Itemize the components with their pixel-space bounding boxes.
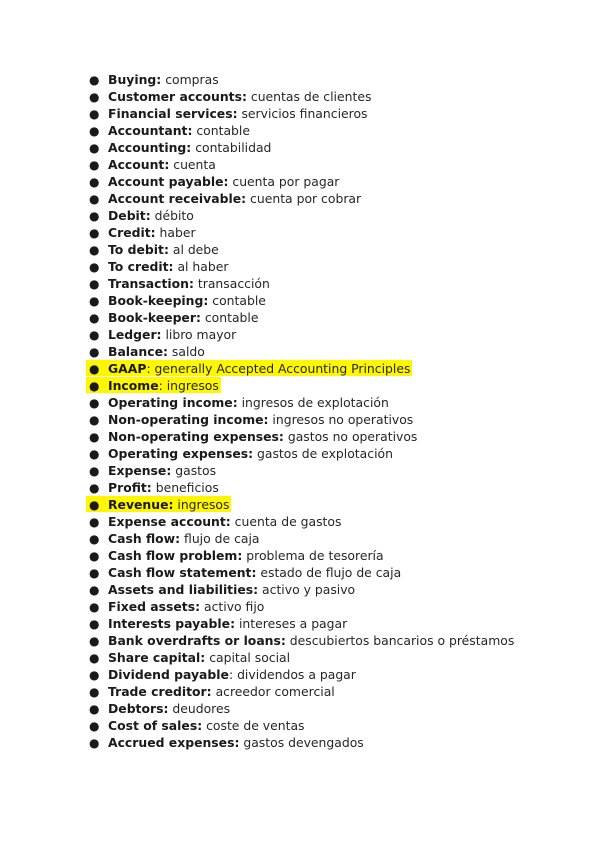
list-item — [89, 394, 516, 411]
term-label: Account: — [108, 157, 170, 172]
definition-text: contable — [192, 123, 250, 138]
definition-text: cuenta por pagar — [228, 174, 340, 189]
list-item — [89, 649, 516, 666]
term-label: Non-operating expenses: — [108, 429, 284, 444]
term-label: Operating expenses: — [108, 446, 254, 461]
entry — [86, 394, 391, 410]
list-item — [89, 717, 516, 734]
definition-text: compras — [161, 72, 219, 87]
entry — [86, 309, 260, 325]
list-item — [89, 88, 516, 105]
glossary-list — [89, 71, 516, 751]
list-item — [89, 564, 516, 581]
term-label: Non-operating income: — [108, 412, 269, 427]
term-label: Account receivable: — [108, 191, 247, 206]
term-label: Fixed assets: — [108, 599, 201, 614]
definition-text: gastos de explotación — [253, 446, 393, 461]
bullet-icon: ● — [89, 396, 100, 410]
definition-text: al debe — [168, 242, 219, 257]
list-item — [89, 547, 516, 564]
list-item — [89, 411, 516, 428]
term-label: Balance: — [108, 344, 168, 359]
definition-text: descubiertos bancarios o préstamos — [285, 633, 515, 648]
definition-text: gastos no operativos — [283, 429, 418, 444]
entry — [86, 700, 232, 716]
list-item — [89, 71, 516, 88]
definition-text: cuentas de clientes — [246, 89, 372, 104]
entry — [86, 598, 266, 614]
definition-text: coste de ventas — [202, 718, 305, 733]
bullet-icon: ● — [89, 175, 100, 189]
list-item — [89, 275, 516, 292]
bullet-icon: ● — [89, 158, 100, 172]
bullet-icon: ● — [89, 209, 100, 223]
term-label: Cost of sales: — [108, 718, 203, 733]
list-item — [89, 683, 516, 700]
term-label: Accountant: — [108, 123, 193, 138]
list-item — [89, 190, 516, 207]
list-item — [89, 309, 516, 326]
bullet-icon: ● — [89, 498, 100, 512]
definition-text: : generally Accepted Accounting Principles — [146, 361, 411, 376]
definition-text: libro mayor — [161, 327, 237, 342]
entry — [86, 105, 370, 121]
bullet-icon: ● — [89, 600, 100, 614]
bullet-icon: ● — [89, 311, 100, 325]
definition-text: débito — [150, 208, 194, 223]
bullet-icon: ● — [89, 90, 100, 104]
bullet-icon: ● — [89, 719, 100, 733]
bullet-icon: ● — [89, 192, 100, 206]
definition-text: gastos devengados — [239, 735, 364, 750]
list-item — [89, 139, 516, 156]
entry — [86, 717, 307, 733]
definition-text: : ingresos — [158, 378, 219, 393]
bullet-icon: ● — [89, 447, 100, 461]
entry — [86, 479, 221, 495]
entry — [86, 683, 337, 699]
definition-text: haber — [155, 225, 196, 240]
term-label: GAAP — [108, 361, 147, 376]
entry — [86, 241, 221, 257]
term-label: Book-keeper: — [108, 310, 201, 325]
entry — [86, 666, 358, 682]
definition-text: al haber — [173, 259, 229, 274]
bullet-icon: ● — [89, 668, 100, 682]
list-item — [89, 513, 516, 530]
definition-text: ingresos no operativos — [268, 412, 414, 427]
bullet-icon: ● — [89, 583, 100, 597]
list-item — [89, 479, 516, 496]
bullet-icon: ● — [89, 345, 100, 359]
list-item — [89, 666, 516, 683]
entry — [86, 547, 386, 563]
definition-text: intereses a pagar — [235, 616, 348, 631]
list-item — [89, 224, 516, 241]
entry — [86, 71, 221, 87]
term-label: Transaction: — [108, 276, 194, 291]
entry — [86, 173, 341, 189]
term-label: Cash flow: — [108, 531, 181, 546]
bullet-icon: ● — [89, 107, 100, 121]
list-item — [89, 156, 516, 173]
highlighted-entry — [86, 496, 231, 512]
entry — [86, 343, 207, 359]
term-label: Income — [108, 378, 159, 393]
definition-text: contable — [200, 310, 259, 325]
term-label: Share capital: — [108, 650, 206, 665]
list-item — [89, 734, 516, 751]
definition-text: servicios financieros — [237, 106, 368, 121]
list-item — [89, 241, 516, 258]
entry — [86, 156, 218, 172]
bullet-icon: ● — [89, 226, 100, 240]
bullet-icon: ● — [89, 430, 100, 444]
term-label: Account payable: — [108, 174, 229, 189]
list-item — [89, 700, 516, 717]
bullet-icon: ● — [89, 260, 100, 274]
term-label: Bank overdrafts or loans: — [108, 633, 286, 648]
definition-text: cuenta por cobrar — [246, 191, 362, 206]
bullet-icon: ● — [89, 379, 100, 393]
highlighted-entry — [86, 360, 412, 376]
definition-text: activo fijo — [200, 599, 265, 614]
definition-text: cuenta — [169, 157, 216, 172]
definition-text: contabilidad — [191, 140, 272, 155]
entry — [86, 615, 349, 631]
entry — [86, 564, 403, 580]
definition-text: deudores — [168, 701, 231, 716]
term-label: Dividend payable — [108, 667, 229, 682]
entry — [86, 275, 272, 291]
definition-text: activo y pasivo — [258, 582, 356, 597]
term-label: Financial services: — [108, 106, 238, 121]
list-item — [89, 173, 516, 190]
term-label: Accounting: — [108, 140, 192, 155]
list-item — [89, 343, 516, 360]
entry — [86, 411, 415, 427]
bullet-icon: ● — [89, 481, 100, 495]
list-item — [89, 615, 516, 632]
term-label: Revenue: — [108, 497, 174, 512]
entry — [86, 462, 218, 478]
term-label: Assets and liabilities: — [108, 582, 259, 597]
definition-text: problema de tesorería — [242, 548, 384, 563]
definition-text: contable — [208, 293, 266, 308]
bullet-icon: ● — [89, 141, 100, 155]
term-label: Operating income: — [108, 395, 238, 410]
term-label: Trade creditor: — [108, 684, 212, 699]
entry — [86, 632, 516, 648]
term-label: Ledger: — [108, 327, 162, 342]
term-label: To debit: — [108, 242, 169, 257]
definition-text: beneficios — [151, 480, 219, 495]
bullet-icon: ● — [89, 515, 100, 529]
entry — [86, 581, 357, 597]
highlighted-entry — [86, 377, 221, 393]
definition-text: acreedor comercial — [211, 684, 335, 699]
term-label: Buying: — [108, 72, 162, 87]
definition-text: flujo de caja — [180, 531, 260, 546]
bullet-icon: ● — [89, 566, 100, 580]
entry — [86, 292, 268, 308]
list-item — [89, 632, 516, 649]
term-label: Debtors: — [108, 701, 169, 716]
bullet-icon: ● — [89, 294, 100, 308]
bullet-icon: ● — [89, 702, 100, 716]
entry — [86, 428, 419, 444]
term-label: Customer accounts: — [108, 89, 247, 104]
term-label: Accrued expenses: — [108, 735, 240, 750]
bullet-icon: ● — [89, 464, 100, 478]
list-item — [89, 445, 516, 462]
entry — [86, 530, 262, 546]
term-label: Credit: — [108, 225, 156, 240]
bullet-icon: ● — [89, 124, 100, 138]
entry — [86, 513, 343, 529]
list-item — [89, 377, 516, 394]
list-item — [89, 530, 516, 547]
definition-text: gastos — [171, 463, 217, 478]
list-item — [89, 258, 516, 275]
definition-text: ingresos de explotación — [237, 395, 389, 410]
list-item — [89, 496, 516, 513]
bullet-icon: ● — [89, 277, 100, 291]
bullet-icon: ● — [89, 736, 100, 750]
bullet-icon: ● — [89, 73, 100, 87]
bullet-icon: ● — [89, 362, 100, 376]
term-label: Cash flow problem: — [108, 548, 243, 563]
list-item — [89, 360, 516, 377]
entry — [86, 326, 238, 342]
list-item — [89, 326, 516, 343]
term-label: Debit: — [108, 208, 151, 223]
list-item — [89, 581, 516, 598]
entry — [86, 445, 395, 461]
bullet-icon: ● — [89, 617, 100, 631]
term-label: Expense: — [108, 463, 172, 478]
term-label: Profit: — [108, 480, 152, 495]
definition-text: cuenta de gastos — [230, 514, 342, 529]
term-label: Cash flow statement: — [108, 565, 257, 580]
bullet-icon: ● — [89, 328, 100, 342]
list-item — [89, 207, 516, 224]
bullet-icon: ● — [89, 685, 100, 699]
definition-text: transacción — [193, 276, 270, 291]
bullet-icon: ● — [89, 532, 100, 546]
list-item — [89, 122, 516, 139]
definition-text: : dividendos a pagar — [228, 667, 356, 682]
entry — [86, 207, 196, 223]
entry — [86, 88, 373, 104]
term-label: To credit: — [108, 259, 174, 274]
list-item — [89, 598, 516, 615]
definition-text: estado de flujo de caja — [256, 565, 402, 580]
entry — [86, 734, 366, 750]
bullet-icon: ● — [89, 243, 100, 257]
bullet-icon: ● — [89, 634, 100, 648]
entry — [86, 122, 252, 138]
entry — [86, 649, 292, 665]
definition-text: saldo — [167, 344, 205, 359]
term-label: Expense account: — [108, 514, 231, 529]
entry — [86, 258, 230, 274]
definition-text: capital social — [205, 650, 291, 665]
bullet-icon: ● — [89, 413, 100, 427]
bullet-icon: ● — [89, 549, 100, 563]
bullet-icon: ● — [89, 651, 100, 665]
term-label: Interests payable: — [108, 616, 236, 631]
entry — [86, 190, 363, 206]
list-item — [89, 462, 516, 479]
list-item — [89, 428, 516, 445]
entry — [86, 224, 198, 240]
list-item — [89, 292, 516, 309]
list-item — [89, 105, 516, 122]
term-label: Book-keeping: — [108, 293, 209, 308]
definition-text: ingresos — [173, 497, 230, 512]
entry — [86, 139, 273, 155]
